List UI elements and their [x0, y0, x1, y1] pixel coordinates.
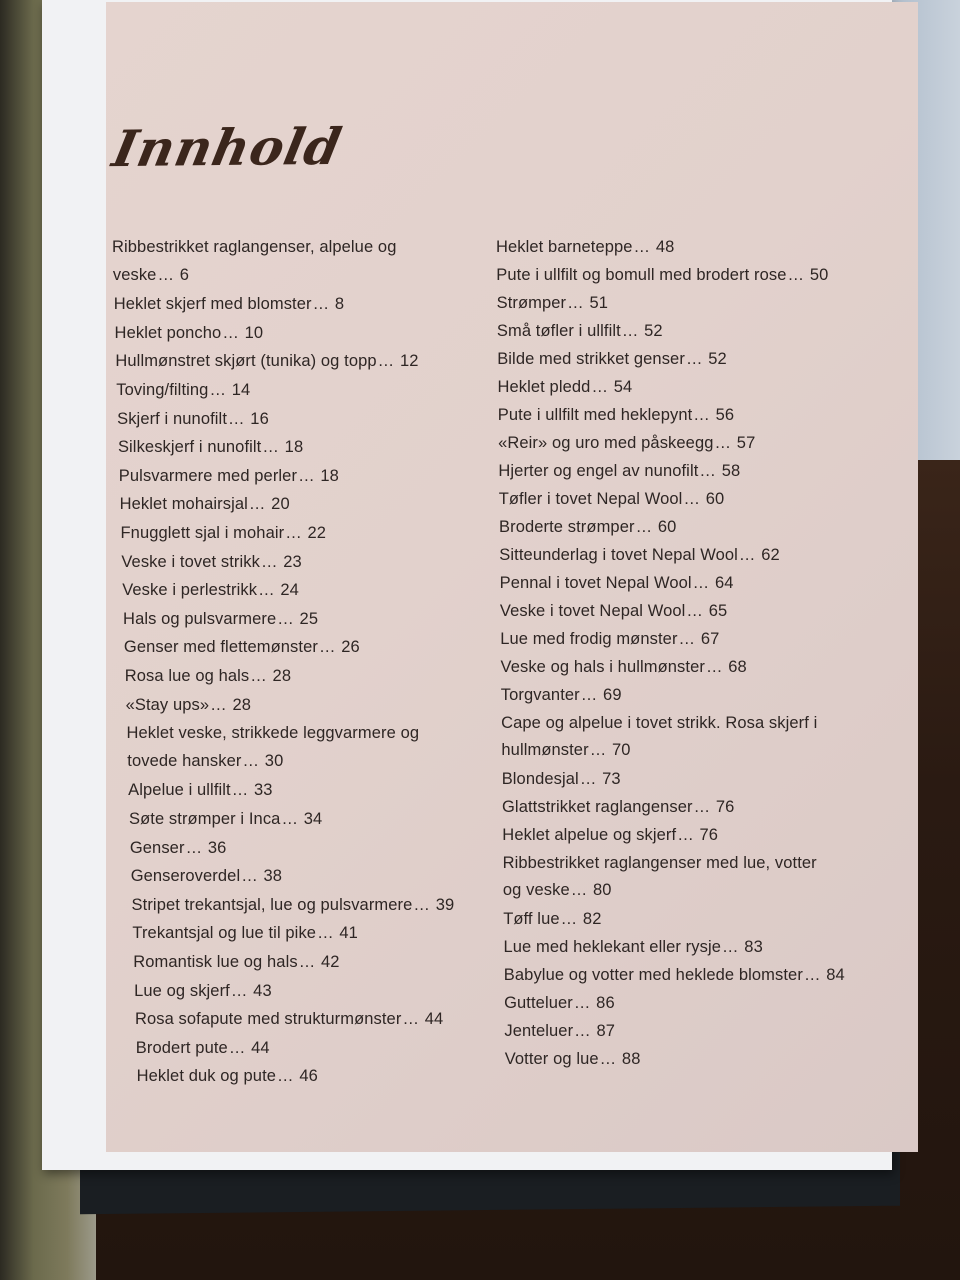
toc-page-number: 44: [420, 1010, 444, 1029]
toc-entry-title: Strømper: [496, 294, 567, 312]
toc-entry-title: Torgvanter: [500, 686, 580, 704]
toc-entry: [133, 953, 339, 972]
toc-entry-title: Toving/filting: [116, 381, 209, 399]
toc-page-number: 65: [704, 602, 728, 620]
toc-entry-title: Babylue og votter med heklede blomster: [503, 966, 803, 984]
toc-separator: …: [298, 466, 315, 485]
toc-separator: …: [692, 574, 710, 592]
toc-page-number: 14: [227, 381, 251, 399]
toc-entry-title: Heklet barneteppe: [496, 238, 633, 256]
toc-entry: [134, 982, 272, 1001]
toc-separator: …: [277, 609, 294, 628]
toc-separator: …: [570, 881, 588, 899]
toc-entry-title: Veske og hals i hullmønster: [500, 658, 705, 676]
toc-separator: …: [209, 381, 227, 399]
toc-entry: [500, 574, 734, 593]
toc-separator: …: [228, 1038, 246, 1057]
toc-entry: [121, 553, 302, 572]
toc-page-number: 23: [278, 552, 302, 571]
toc-separator: …: [228, 409, 245, 428]
toc-page-number: 33: [249, 781, 273, 800]
toc-separator: …: [580, 686, 598, 704]
toc-entry: [117, 410, 269, 429]
toc-entry-title: Sitteunderlag i tovet Nepal Wool: [499, 546, 738, 564]
toc-entry: [126, 696, 251, 715]
toc-entry-title: Heklet duk og pute: [136, 1067, 277, 1086]
toc-entry-title-line2: og veske: [502, 881, 570, 899]
toc-separator: …: [722, 938, 739, 956]
toc-entry: [502, 770, 621, 789]
toc-page-number: 38: [258, 867, 283, 886]
toc-entry-title-line2: tovede hansker: [127, 751, 242, 770]
toc-entry-title: Hjerter og engel av nunofilt: [498, 462, 699, 480]
toc-page-number: 6: [175, 265, 190, 284]
toc-page-number: 26: [336, 638, 360, 657]
toc-separator: …: [685, 350, 703, 368]
toc-page-number: 24: [275, 581, 299, 600]
toc-page-number: 48: [651, 238, 675, 256]
toc-entry: [502, 798, 734, 817]
toc-left-column: [112, 238, 472, 1086]
toc-separator: …: [787, 266, 805, 284]
toc-entry-title: Pulsvarmere med perler: [118, 466, 298, 485]
toc-entry: [499, 518, 676, 537]
toc-entry: [132, 924, 358, 943]
toc-entry-title: Silkeskjerf i nunofilt: [117, 438, 262, 457]
toc-entry-title: Fnugglett sjal i mohair: [120, 524, 285, 542]
toc-entry: [504, 966, 845, 985]
toc-separator: …: [738, 546, 756, 564]
toc-separator: …: [591, 378, 609, 396]
toc-separator: …: [635, 518, 653, 536]
toc-entry-title: Jenteluer: [504, 1022, 574, 1040]
toc-separator: …: [705, 658, 723, 676]
toc-separator: …: [248, 495, 266, 514]
toc-entry-title: Bilde med strikket genser: [497, 350, 685, 368]
toc-entry: [498, 406, 734, 425]
toc-page-number: 10: [239, 323, 264, 342]
toc-separator: …: [262, 438, 279, 457]
toc-separator: …: [242, 751, 260, 770]
toc-entry-title: «Stay ups»: [125, 695, 210, 714]
toc-page-number: 60: [701, 490, 725, 508]
toc-separator: …: [260, 552, 278, 571]
toc-entry-title-line1: Cape og alpelue i tovet strikk. Rosa skjerf i: [501, 714, 818, 732]
toc-page-number: 52: [703, 350, 727, 368]
toc-entry-title: Heklet poncho: [114, 323, 222, 342]
toc-entry-title-line2: veske: [112, 265, 157, 284]
toc-page-number: 18: [315, 466, 339, 485]
toc-page-number: 41: [334, 924, 358, 943]
toc-separator: …: [693, 406, 710, 424]
toc-entry-title-line2: hullmønster: [501, 741, 589, 759]
toc-separator: …: [210, 695, 227, 714]
toc-entry: [126, 724, 419, 771]
toc-entry-title-line1: Ribbestrikket raglangenser, alpelue og: [112, 238, 397, 256]
toc-page-number: 30: [260, 751, 284, 770]
toc-page-number: 28: [267, 667, 292, 685]
toc-entry: [497, 294, 608, 313]
toc-entry: [500, 630, 719, 649]
toc-page-number: 22: [302, 524, 327, 542]
toc-entry-title: Veske i tovet strikk: [121, 552, 260, 571]
toc-entry-title: Glattstrikket raglangenser: [502, 798, 693, 816]
toc-entry: [122, 581, 299, 600]
toc-separator: …: [285, 524, 302, 542]
toc-entry-title: Romantisk lue og hals: [133, 953, 298, 971]
toc-entry: [496, 238, 674, 257]
toc-entry: [132, 896, 455, 915]
toc-separator: …: [298, 953, 316, 971]
toc-separator: …: [693, 798, 711, 816]
toc-entry: [124, 638, 360, 657]
toc-page-number: 18: [279, 438, 304, 457]
toc-separator: …: [699, 462, 717, 480]
toc-entry: [503, 910, 601, 929]
toc-entry-title: Veske i tovet Nepal Wool: [499, 602, 686, 620]
toc-entry-title-line2-wrap: [501, 741, 817, 760]
toc-page-number: 69: [598, 686, 622, 704]
toc-separator: …: [677, 826, 694, 844]
toc-page-number: 88: [617, 1050, 641, 1068]
toc-separator: …: [621, 322, 639, 340]
toc-entry: [501, 686, 622, 705]
toc-entry-title: Små tøfler i ullfilt: [496, 322, 621, 340]
toc-entry-title-line1: Ribbestrikket raglangenser med lue, votter: [502, 854, 817, 872]
toc-separator: …: [258, 581, 275, 600]
toc-separator: …: [312, 295, 330, 314]
toc-entry-title: Alpelue i ullfilt: [128, 781, 231, 800]
toc-separator: …: [579, 770, 597, 788]
toc-page-number: 46: [294, 1067, 318, 1086]
toc-entry-title: Pute i ullfilt med heklepynt: [497, 406, 693, 424]
toc-entry: [501, 658, 747, 677]
toc-page-number: 36: [203, 838, 227, 857]
toc-page-number: 60: [653, 518, 677, 536]
toc-entry-title: Hullmønstret skjørt (tunika) og topp: [115, 352, 377, 371]
toc-entry-title: Lue og skjerf: [134, 981, 230, 1000]
toc-entry: [499, 546, 779, 565]
toc-entry: [498, 434, 755, 453]
toc-entry-title: Genser: [129, 838, 185, 857]
toc-page-number: 87: [591, 1022, 616, 1040]
toc-page-number: 84: [821, 966, 845, 984]
toc-separator: …: [402, 1010, 420, 1029]
toc-page-number: 86: [591, 994, 615, 1012]
toc-entry: [497, 350, 727, 369]
toc-entry-title: Genser med flettemønster: [123, 638, 318, 657]
toc-entry: [120, 495, 290, 514]
toc-separator: …: [317, 924, 334, 943]
toc-entry: [114, 295, 345, 314]
toc-page-number: 58: [717, 462, 741, 480]
toc-separator: …: [230, 981, 248, 1000]
toc-entry: [504, 1022, 615, 1041]
toc-page-number: 62: [756, 546, 780, 564]
toc-entry: [115, 324, 264, 343]
toc-entry-title: «Reir» og uro med påskeegg: [498, 434, 714, 452]
toc-separator: …: [567, 294, 584, 312]
toc-separator: …: [573, 994, 591, 1012]
toc-separator: …: [714, 434, 732, 452]
toc-page-number: 64: [710, 574, 734, 592]
toc-entry: [131, 867, 282, 886]
toc-page-number: 25: [294, 609, 319, 628]
toc-separator: …: [377, 352, 395, 371]
toc-entry-title: Pute i ullfilt og bomull med brodert rose: [496, 266, 787, 284]
toc-entry-title: Stripet trekantsjal, lue og pulsvarmere: [131, 895, 413, 914]
toc-page-number: 20: [266, 495, 290, 514]
toc-page-number: 76: [711, 798, 735, 816]
toc-entry-title: Søte strømper i Inca: [129, 810, 281, 828]
toc-page-number: 68: [723, 658, 747, 676]
toc-page-number: 50: [805, 266, 829, 284]
toc-page-number: 16: [245, 409, 269, 428]
toc-page-number: 82: [578, 910, 602, 928]
toc-entry: [136, 1039, 270, 1058]
toc-entry-title: Pennal i tovet Nepal Wool: [499, 574, 692, 592]
toc-entry: [135, 1010, 443, 1029]
toc-separator: …: [222, 323, 239, 342]
toc-separator: …: [686, 602, 704, 620]
toc-entry: [125, 667, 291, 686]
toc-entry-title: Rosa lue og hals: [124, 667, 250, 685]
toc-page-number: 56: [710, 406, 735, 424]
toc-page-number: 83: [739, 938, 763, 956]
toc-page-number: 43: [248, 981, 272, 1000]
toc-entry: [496, 266, 828, 285]
toc-entry: [118, 438, 303, 457]
toc-entry: [116, 381, 250, 400]
toc-page-number: 51: [584, 294, 609, 312]
toc-separator: …: [231, 781, 249, 800]
toc-entry-title: Rosa sofapute med strukturmønster: [134, 1010, 402, 1029]
toc-page-number: 67: [696, 630, 720, 648]
page-title: Innhold: [107, 116, 347, 179]
toc-entry: [130, 839, 227, 858]
toc-entry-title: Tøfler i tovet Nepal Wool: [498, 490, 683, 508]
toc-entry-title: Genseroverdel: [130, 867, 241, 886]
toc-entry-title: Broderte strømper: [499, 518, 635, 536]
toc-entry: [129, 810, 322, 829]
toc-entry-title-line2-wrap: [503, 881, 817, 900]
toc-page-number: 28: [227, 695, 252, 714]
toc-entry: [500, 602, 727, 621]
toc-entry-title: Brodert pute: [135, 1038, 228, 1057]
toc-separator: …: [560, 910, 578, 928]
toc-entry: [119, 467, 339, 486]
toc-entry-title: Heklet pledd: [497, 378, 591, 396]
toc-page-number: 39: [431, 895, 455, 914]
toc-page-number: 34: [299, 810, 323, 828]
toc-separator: …: [157, 265, 175, 284]
toc-page-number: 8: [330, 295, 345, 314]
toc-separator: …: [241, 867, 258, 886]
toc-entry-title-line2-wrap: [113, 266, 397, 285]
toc-entry: [498, 462, 740, 481]
toc-entry: [498, 378, 633, 397]
toc-separator: …: [413, 895, 431, 914]
toc-entry-title: Veske i perlestrikk: [122, 581, 258, 600]
toc-separator: …: [599, 1050, 617, 1068]
toc-entry-title: Hals og pulsvarmere: [123, 609, 277, 628]
toc-separator: …: [803, 966, 821, 984]
toc-entry-title: Lue med heklekant eller rysje: [503, 938, 722, 956]
toc-entry: [121, 524, 327, 543]
toc-page-number: 42: [316, 953, 340, 971]
toc-entry: [504, 938, 763, 957]
toc-page-number: 54: [609, 378, 633, 396]
toc-entry: [115, 352, 418, 371]
toc-separator: …: [683, 490, 701, 508]
toc-page-number: 44: [246, 1038, 270, 1057]
toc-separator: …: [250, 667, 267, 685]
toc-entry-title: Gutteluer: [504, 994, 573, 1012]
toc-entry: [502, 826, 718, 845]
toc-separator: …: [678, 630, 696, 648]
toc-right-column: [496, 238, 856, 1078]
toc-separator: …: [185, 838, 203, 857]
toc-separator: …: [277, 1067, 294, 1086]
toc-entry: [505, 1050, 641, 1069]
toc-entry-title: Heklet mohairsjal: [119, 495, 248, 514]
toc-entry: [128, 781, 272, 800]
toc-entry: [499, 490, 725, 509]
toc-entry-title: Trekantsjal og lue til pike: [132, 924, 317, 943]
toc-entry-title: Heklet alpelue og skjerf: [502, 826, 677, 844]
toc-page-number: 70: [607, 741, 631, 759]
toc-page-number: 12: [395, 352, 419, 371]
toc-entry-title: Heklet skjerf med blomster: [113, 295, 312, 314]
toc-separator: …: [574, 1022, 591, 1040]
toc-entry: [497, 322, 663, 341]
toc-page-number: 76: [694, 826, 719, 844]
toc-entry-title-line2-wrap: [127, 752, 419, 771]
toc-entry: [123, 610, 318, 629]
toc-entry-title-line1: Heklet veske, strikkede leggvarmere og: [126, 724, 420, 743]
toc-separator: …: [589, 741, 607, 759]
toc-separator: …: [281, 810, 299, 828]
toc-entry-title: Blondesjal: [501, 770, 579, 788]
toc-entry: [503, 854, 817, 900]
toc-page-number: 80: [588, 881, 612, 899]
toc-entry: [501, 714, 817, 760]
toc-separator: …: [633, 238, 651, 256]
toc-entry-title: Skjerf i nunofilt: [117, 409, 228, 428]
toc-entry-title: Lue med frodig mønster: [500, 630, 678, 648]
toc-entry: [112, 238, 396, 285]
toc-page-number: 57: [732, 434, 756, 452]
toc-entry: [504, 994, 615, 1013]
toc-page-number: 52: [639, 322, 663, 340]
toc-separator: …: [318, 638, 336, 657]
toc-entry-title: Votter og lue: [504, 1050, 599, 1068]
toc-entry: [137, 1067, 318, 1086]
toc-entry-title: Tøff lue: [503, 910, 560, 928]
toc-page-number: 73: [597, 770, 621, 788]
